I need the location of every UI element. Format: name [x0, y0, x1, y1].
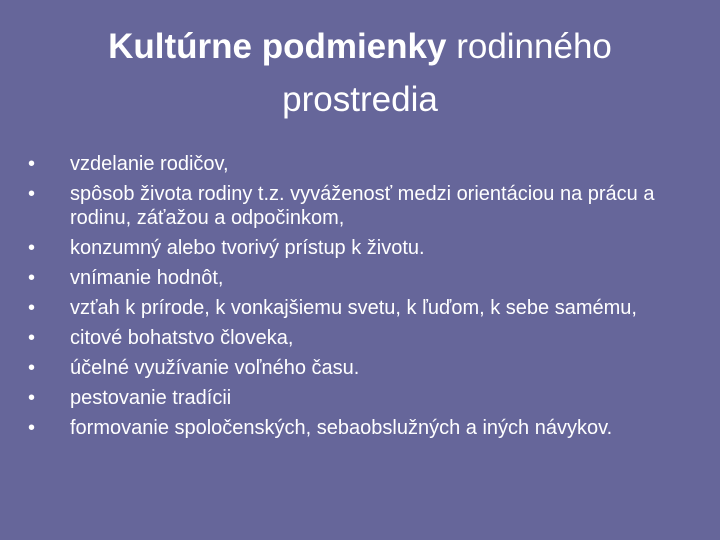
bullet-icon: •: [28, 267, 36, 289]
slide-title-rest: rodinného: [446, 27, 612, 66]
list-item: [28, 236, 696, 260]
list-item: [28, 386, 696, 410]
list-item: [28, 326, 696, 350]
bullet-icon: •: [28, 297, 36, 319]
bullet-icon: •: [28, 153, 36, 175]
list-item-text: konzumný alebo tvorivý prístup k životu.: [70, 237, 425, 259]
slide-title-line2: prostredia: [282, 80, 438, 119]
list-item-text: vnímanie hodnôt,: [70, 267, 224, 289]
list-item: [28, 296, 696, 320]
list-item: [28, 152, 696, 176]
slide-title-bold: Kultúrne podmienky: [108, 27, 447, 66]
list-item-text: formovanie spoločenských, sebaobslužných a iných návykov.: [70, 417, 613, 439]
list-item-text: pestovanie tradícii: [70, 387, 232, 409]
list-item-text: vzťah k prírode, k vonkajšiemu svetu, k ľuďom, k sebe samému,: [70, 297, 637, 319]
bullet-list: [28, 152, 696, 446]
list-item: [28, 356, 696, 380]
list-item-text: spôsob života rodiny t.z. vyváženosť medzi orientáciou na prácu a rodinu, záťažou a odpočinkom,: [70, 183, 655, 229]
bullet-icon: •: [28, 417, 36, 439]
slide-title: [0, 20, 720, 126]
bullet-icon: •: [28, 327, 36, 349]
bullet-icon: •: [28, 237, 36, 259]
list-item-text: vzdelanie rodičov,: [70, 153, 229, 175]
list-item-text: účelné využívanie voľného času.: [70, 357, 360, 379]
list-item: [28, 416, 696, 440]
bullet-icon: •: [28, 387, 36, 409]
bullet-icon: •: [28, 183, 36, 205]
list-item: [28, 266, 696, 290]
bullet-icon: •: [28, 357, 36, 379]
list-item-text: citové bohatstvo človeka,: [70, 327, 294, 349]
list-item: [28, 182, 696, 230]
